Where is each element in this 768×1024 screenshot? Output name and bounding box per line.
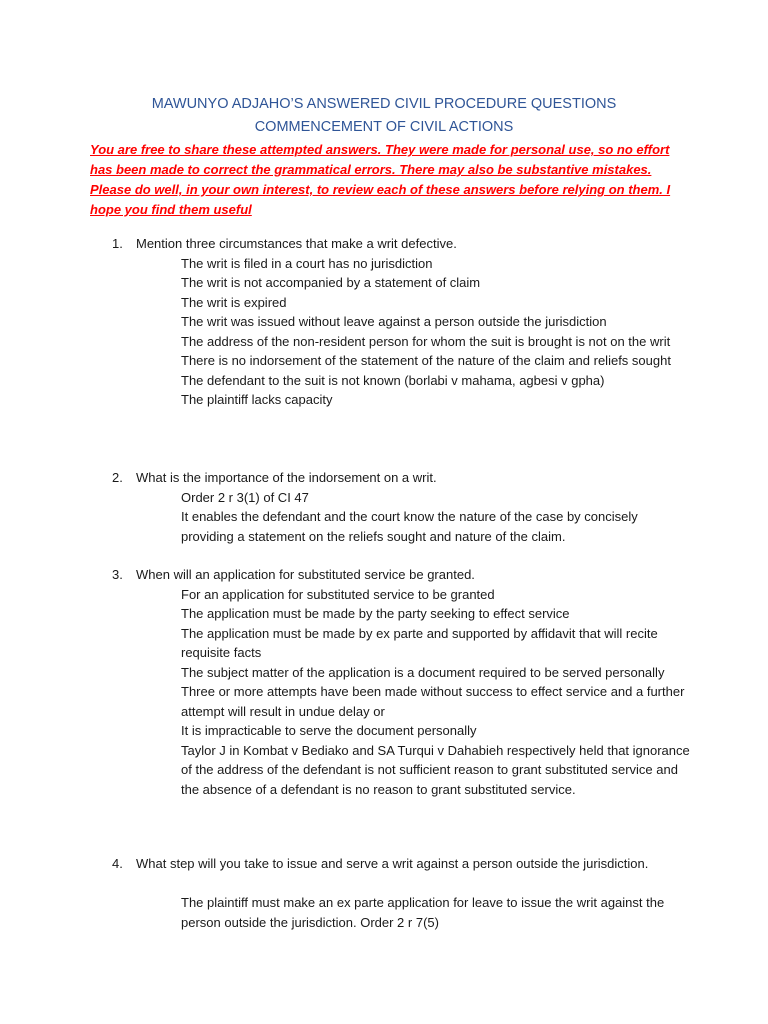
answer-line: The writ was issued without leave against a person outside the jurisdiction: [181, 314, 607, 329]
question-text: What is the importance of the indorsement on a writ.: [136, 470, 437, 485]
document-subtitle: COMMENCEMENT OF CIVIL ACTIONS: [254, 119, 514, 135]
question-text: When will an application for substituted service be granted.: [136, 567, 475, 582]
document-title: MAWUNYO ADJAHO’S ANSWERED CIVIL PROCEDURE QUESTIONS: [151, 96, 617, 112]
question-number: 2.: [112, 470, 123, 485]
answer-line: For an application for substituted service to be granted: [181, 586, 495, 602]
answer-block: [181, 893, 691, 932]
answer-line: The application must be made by ex parte and supported by affidavit that will recite requisite facts: [181, 625, 658, 660]
answer-block: [181, 585, 691, 800]
answer-line: Order 2 r 3(1) of CI 47: [181, 489, 309, 505]
answer-line: The defendant to the suit is not known (borlabi v mahama, agbesi v gpha): [181, 372, 605, 388]
answer-line: The address of the non-resident person for whom the suit is brought is not on the writ: [181, 333, 671, 349]
question-text: What step will you take to issue and serve a writ against a person outside the jurisdiction.: [136, 856, 649, 871]
question-number: 1.: [112, 236, 123, 251]
question-number: 4.: [112, 856, 123, 871]
question-text: Mention three circumstances that make a writ defective.: [136, 236, 457, 251]
answer-line: The plaintiff lacks capacity: [181, 392, 333, 407]
answer-line: The writ is filed in a court has no jurisdiction: [181, 255, 433, 271]
question-number: 3.: [112, 567, 123, 582]
answer-line: Taylor J in Kombat v Bediako and SA Turqui v Dahabieh respectively held that ignorance of the address of the defendant is not sufficient reason to grant substituted service and the absence of a defendant is no reason to grant substituted service.: [181, 742, 690, 797]
answer-line: It enables the defendant and the court know the nature of the case by concisely providing a statement on the reliefs sought and nature of the claim.: [181, 509, 638, 544]
disclaimer-notice: You are free to share these attempted answers. They were made for personal use, so no effort has been made to correct the grammatical errors. There may also be substantive mistakes. Please do well, in your own interest, to review each of these answers before relying on them. I hope you find them useful: [90, 142, 671, 217]
answer-line: Three or more attempts have been made without success to effect service and a further attempt will result in undue delay or: [181, 684, 685, 719]
answer-line: The plaintiff must make an ex parte application for leave to issue the writ against the person outside the jurisdiction. Order 2 r 7(5): [181, 895, 665, 930]
answer-line: The writ is expired: [181, 294, 287, 310]
answer-line: The application must be made by the party seeking to effect service: [181, 606, 570, 621]
answer-line: There is no indorsement of the statement of the nature of the claim and reliefs sought: [181, 353, 671, 368]
answer-block: [181, 254, 691, 410]
answer-line: It is impracticable to serve the document personally: [181, 723, 477, 738]
answer-line: The writ is not accompanied by a statement of claim: [181, 275, 481, 290]
answer-block: [181, 488, 691, 547]
answer-line: The subject matter of the application is a document required to be served personally: [181, 664, 665, 680]
